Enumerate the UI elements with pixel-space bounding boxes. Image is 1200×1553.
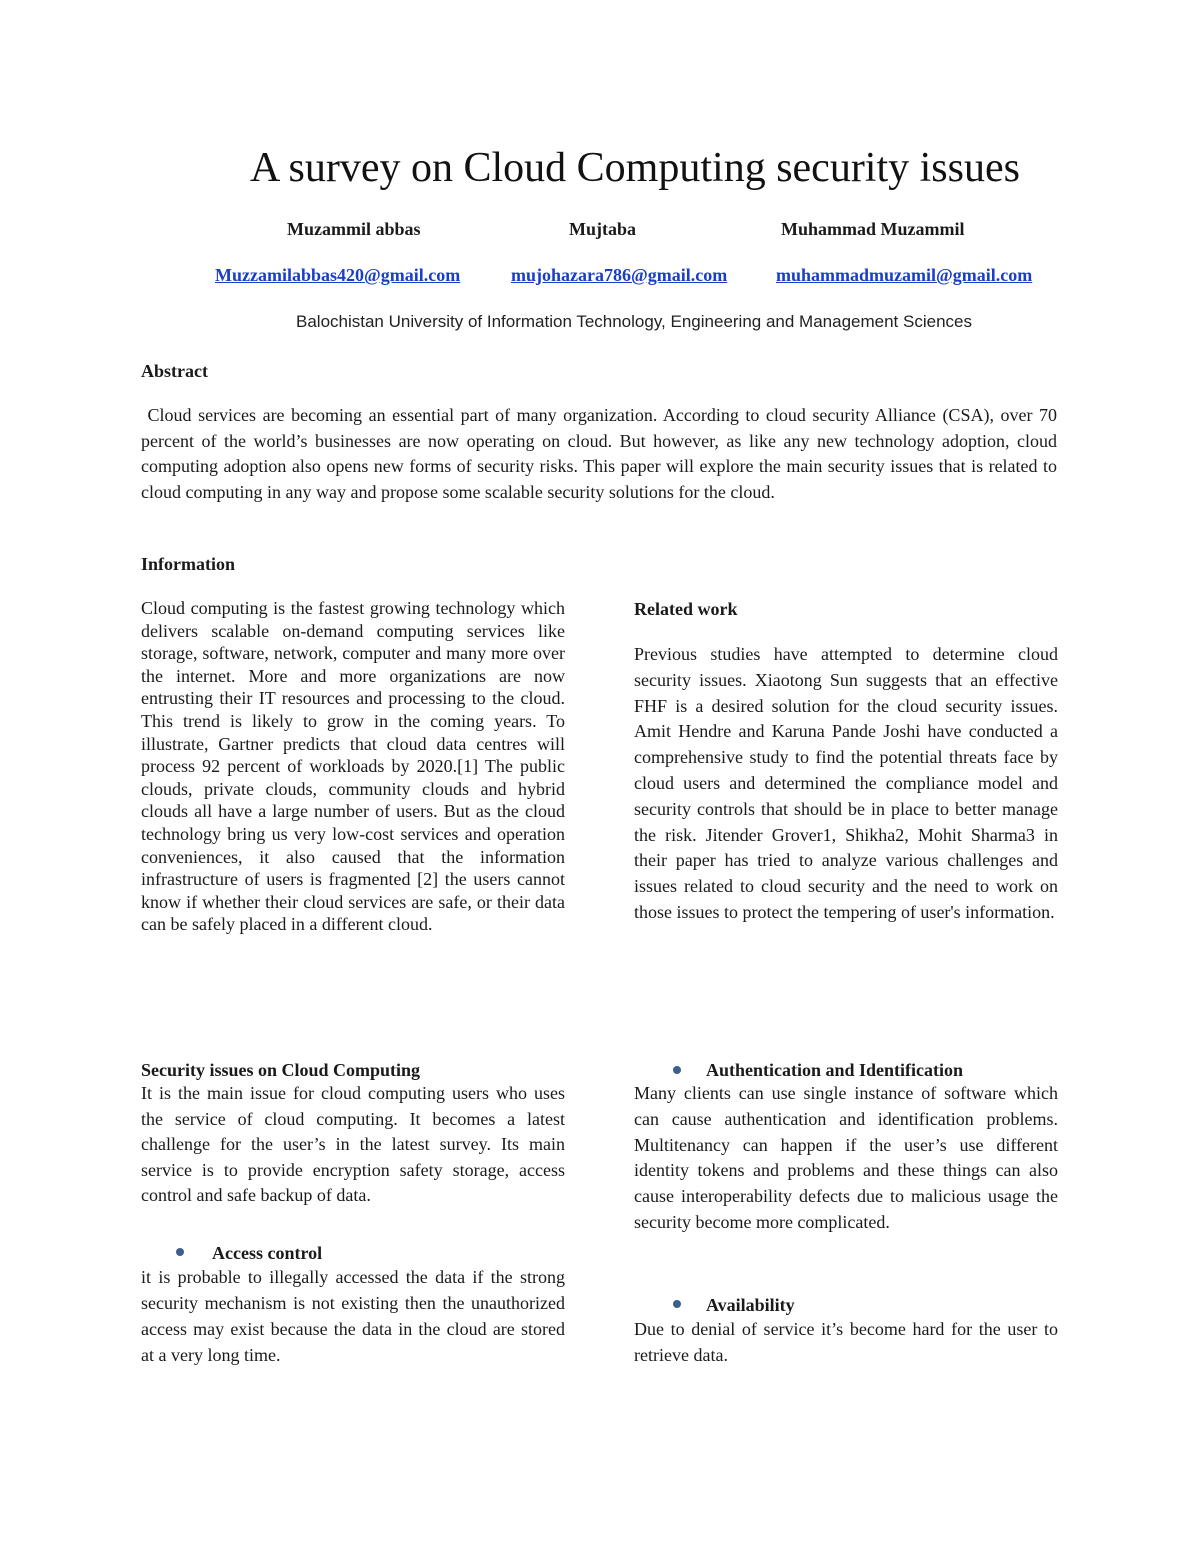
information-body: Cloud computing is the fastest growing technology which delivers scalable on-demand computing services like storage, software, network, computer and many more over the internet. More and more organizations are now entrusting their IT resources and processing to the cloud. This trend is likely to grow in the coming years. To illustrate, Gartner predicts that cloud data centres will process 92 percent of workloads by 2020.[1] The public clouds, private clouds, community clouds and hybrid clouds all have a large number of users. But as the cloud technology bring us very low-cost services and operation conveniences, it also caused that the information infrastructure of users is fragmented [2] the users cannot know if whether their cloud services are safe, or their data can be safely placed in a different cloud. [141,598,565,935]
security-issues-heading: Security issues on Cloud Computing [141,1060,421,1080]
authentication-body: Many clients can use single instance of software which can cause authentication and identification problems. Multitenancy can happen if the user’s use different identity tokens and problems and these things can also cause interoperability defects due to malicious usage the security become more complicated. [634,1083,1058,1232]
paper-title: A survey on Cloud Computing security issues [250,145,1020,191]
access-control-heading: Access control [212,1243,323,1263]
abstract-heading: Abstract [141,361,208,381]
bullet-icon [176,1248,184,1256]
author-email-3[interactable]: muhammadmuzamil@gmail.com [776,265,1033,285]
related-work-body: Previous studies have attempted to determine cloud security issues. Xiaotong Sun suggests that an effective FHF is a desired solution for the cloud security issues. Amit Hendre and Karuna Pande Joshi have conducted a comprehensive study to find the potential threats face by cloud users and determined the compliance model and security controls that should be in place to better manage the risk. Jitender Grover1, Shikha2, Mohit Sharma3 in their paper has tried to analyze various challenges and issues related to cloud security and the need to work on those issues to protect the tempering of user's information. [634,644,1058,922]
availability-body: Due to denial of service it’s become hard for the user to retrieve data. [634,1319,1058,1365]
abstract-body: Cloud services are becoming an essential part of many organization. According to cloud security Alliance (CSA), over 70 percent of the world’s businesses are now operating on cloud. But however, as like any new technology adoption, cloud computing adoption also opens new forms of security risks. This paper will explore the main security issues that is related to cloud computing in any way and propose some scalable security solutions for the cloud. [141,405,1062,502]
authentication-heading: Authentication and Identification [706,1060,964,1080]
security-issues-body: It is the main issue for cloud computing users who uses the service of cloud computing. It becomes a latest challenge for the user’s in the latest survey. Its main service is to provide encryption safety storage, access control and safe backup of data. [141,1083,565,1206]
author-name-2: Mujtaba [569,219,636,239]
author-name-1: Muzammil abbas [287,219,421,239]
access-control-body: it is probable to illegally accessed the data if the strong security mechanism is not existing then the unauthorized access may exist because the data in the cloud are stored at a very long time. [141,1267,565,1365]
author-name-3: Muhammad Muzammil [781,219,965,239]
related-work-heading: Related work [634,599,738,619]
information-heading: Information [141,554,235,574]
author-email-1[interactable]: Muzzamilabbas420@gmail.com [215,265,461,285]
author-email-2[interactable]: mujohazara786@gmail.com [511,265,728,285]
bullet-icon [673,1300,681,1308]
bullet-icon [673,1066,681,1074]
affiliation: Balochistan University of Information Technology, Engineering and Management Sciences [296,312,972,331]
availability-heading: Availability [706,1295,795,1315]
